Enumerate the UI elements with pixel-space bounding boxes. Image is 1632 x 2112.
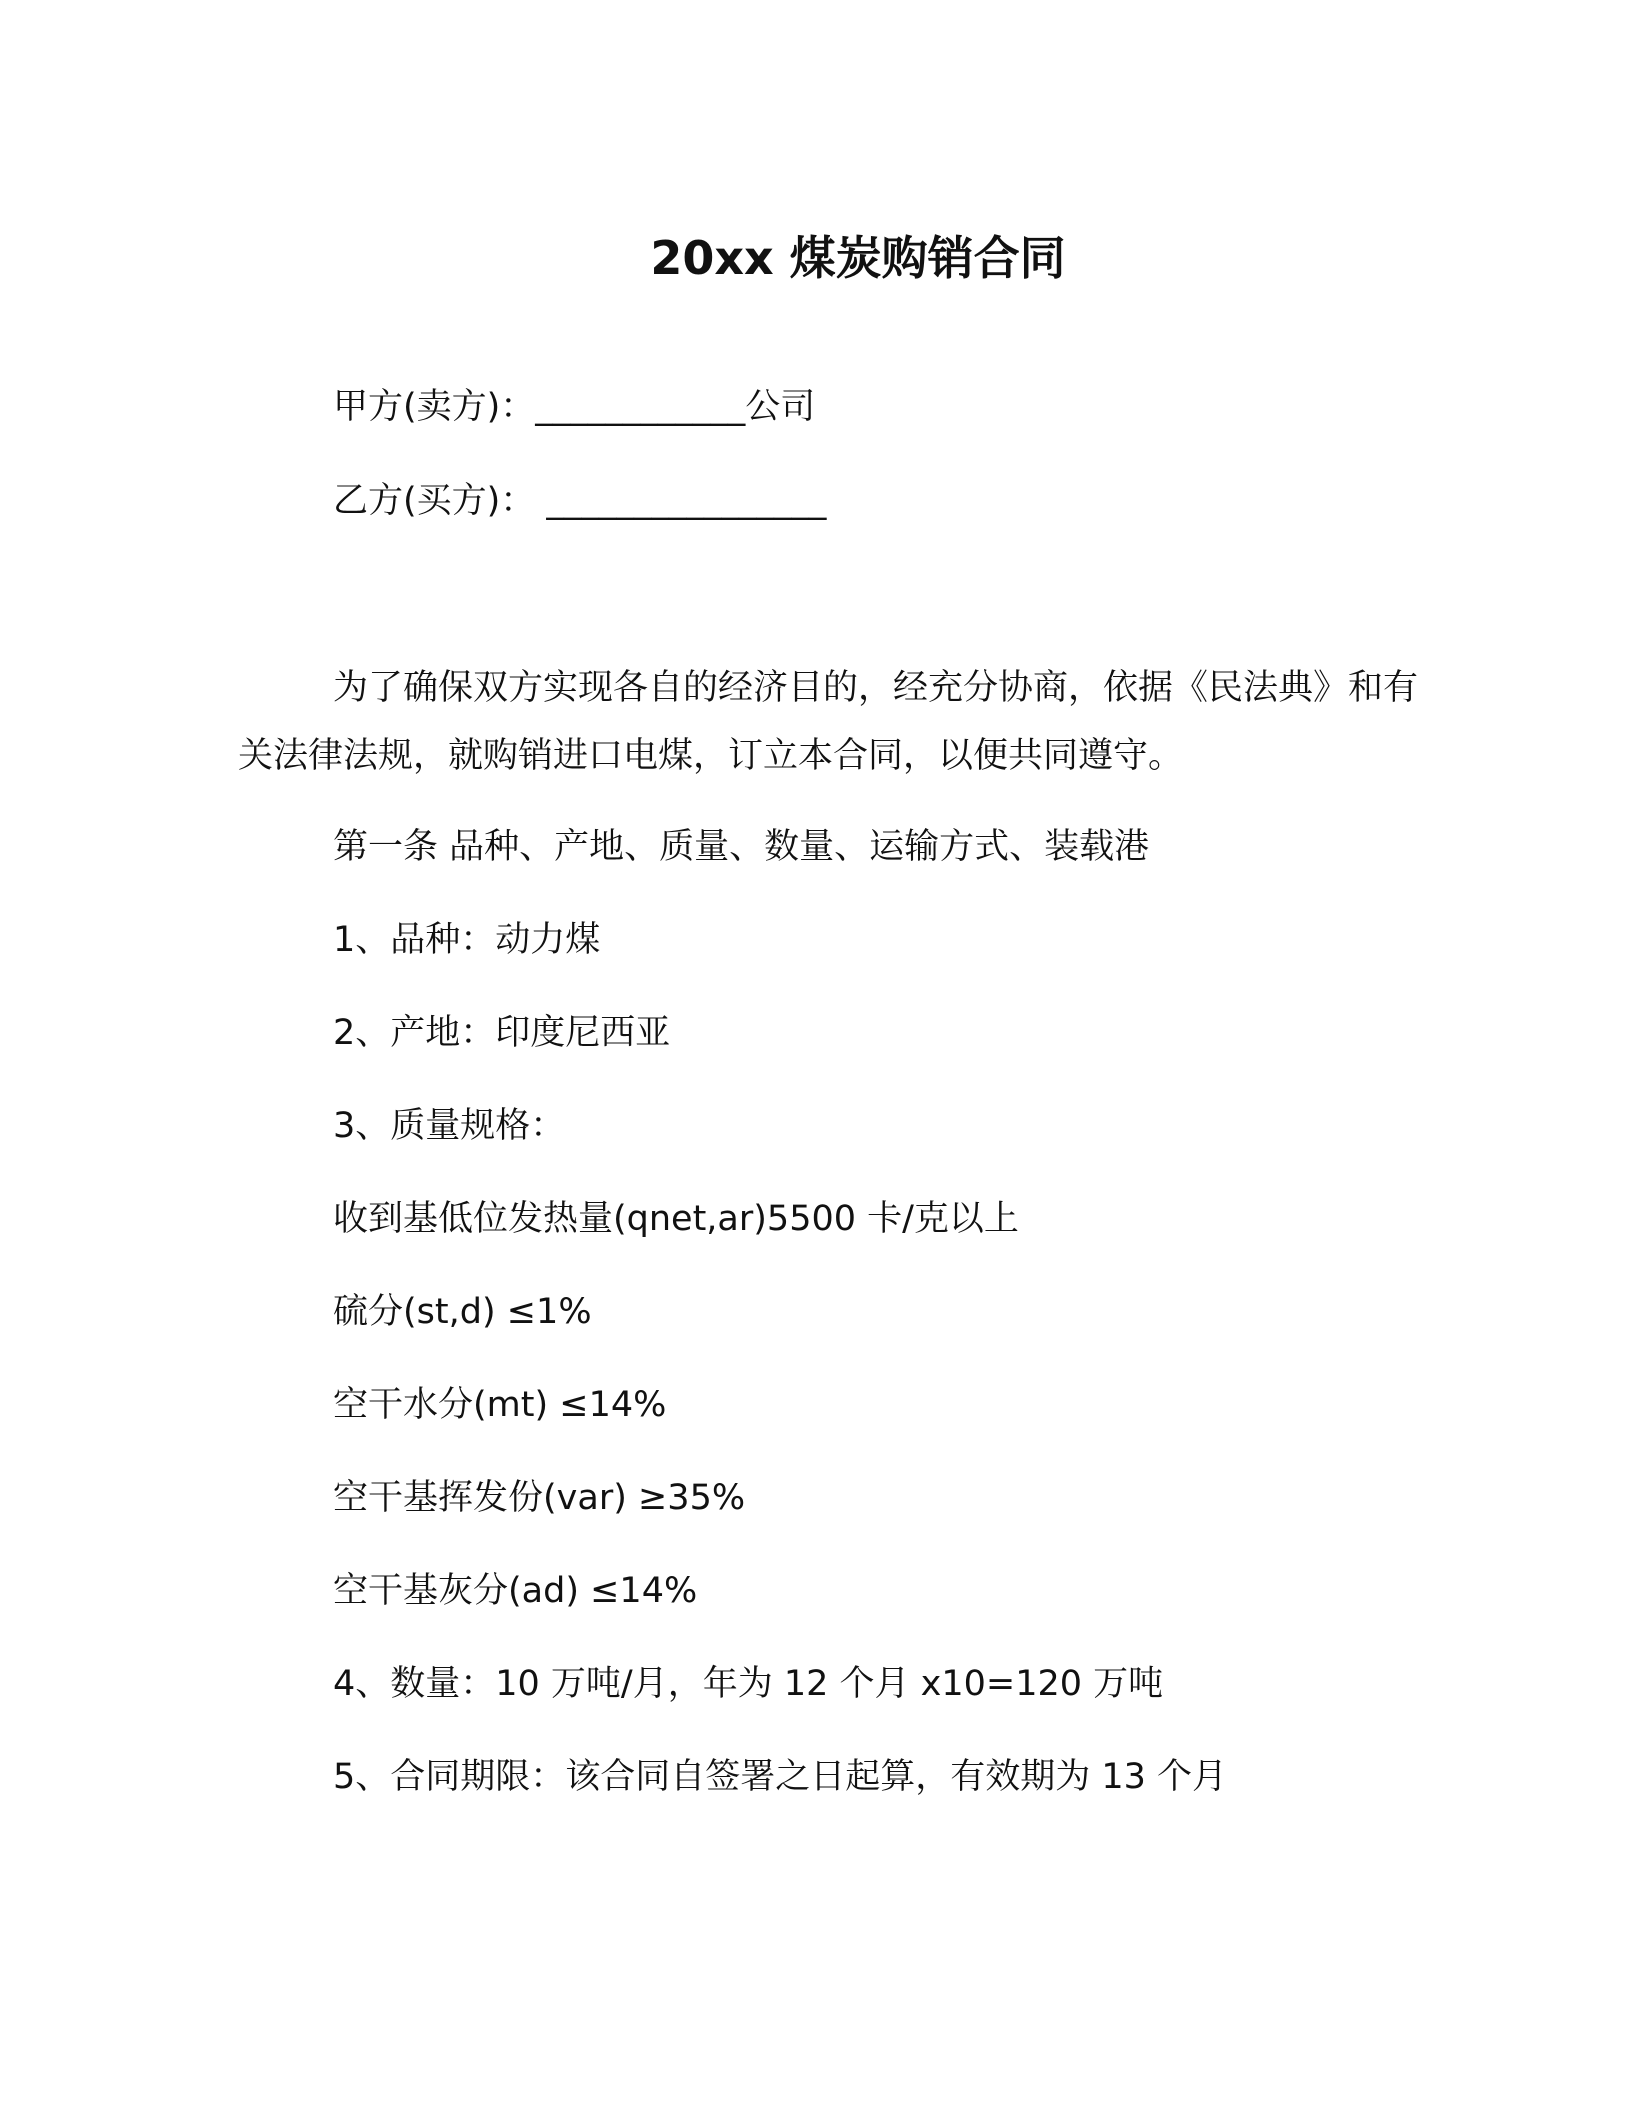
party-a-line: 甲方(卖方)：____________公司 [333, 387, 816, 427]
article-1-heading: 第一条 品种、产地、质量、数量、运输方式、装载港 [333, 827, 1150, 867]
item-variety: 1、品种：动力煤 [333, 920, 601, 960]
spec-volatile: 空干基挥发份(var) ≥35% [333, 1478, 746, 1518]
item-origin: 2、产地：印度尼西亚 [333, 1013, 671, 1053]
spec-sulfur: 硫分(st,d) ≤1% [333, 1292, 592, 1332]
item-quality: 3、质量规格： [333, 1106, 566, 1146]
spec-ash: 空干基灰分(ad) ≤14% [333, 1571, 698, 1611]
intro-paragraph: 为了确保双方实现各自的经济目的，经充分协商，依据《民法典》和有关法律法规，就购销进口电煤，订立本合同，以便共同遵守。 [238, 668, 1419, 776]
item-quantity: 4、数量：10 万吨/月，年为 12 个月 x10=120 万吨 [333, 1664, 1164, 1704]
party-b-line: 乙方(买方)： ________________ [333, 481, 827, 521]
spec-moisture: 空干水分(mt) ≤14% [333, 1385, 667, 1425]
spec-calorific-value: 收到基低位发热量(qnet,ar)5500 卡/克以上 [333, 1199, 1019, 1239]
item-contract-term: 5、合同期限：该合同自签署之日起算，有效期为 13 个月 [333, 1757, 1228, 1797]
document-title: 20xx 煤炭购销合同 [650, 231, 1066, 285]
